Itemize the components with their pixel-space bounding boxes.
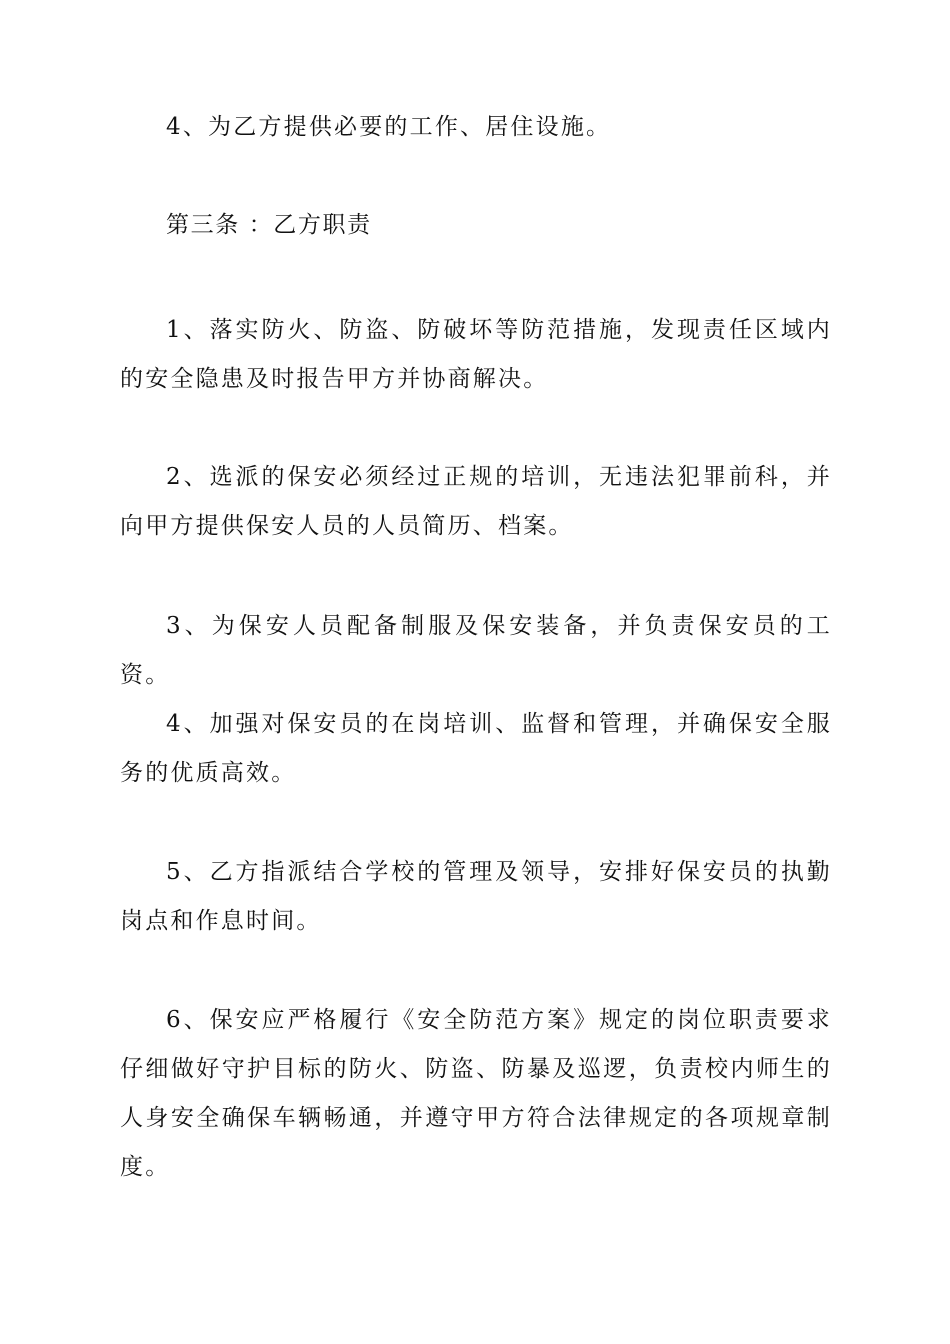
paragraph-duty-4: 4、加强对保安员的在岗培训、监督和管理，并确保安全服务的优质高效。 <box>120 711 832 786</box>
section-heading-article-3: 第三条 ：乙方职责 <box>166 212 372 238</box>
paragraph-duty-5: 5、乙方指派结合学校的管理及领导，安排好保安员的执勤岗点和作息时间。 <box>120 859 832 934</box>
paragraph-duty-3: 3、为保安人员配备制服及保安装备，并负责保安员的工资。 <box>120 613 832 688</box>
paragraph-duty-6: 6、保安应严格履行《安全防范方案》规定的岗位职责要求仔细做好守护目标的防火、防盗、防暴及巡逻，负责校内师生的人身安全确保车辆畅通，并遵守甲方符合法律规定的各项规章制度。 <box>120 1007 832 1180</box>
paragraph-duty-1: 1、落实防火、防盗、防破坏等防范措施，发现责任区域内的安全隐患及时报告甲方并协商解决。 <box>120 317 832 392</box>
paragraph-duty-2: 2、选派的保安必须经过正规的培训，无违法犯罪前科，并向甲方提供保安人员的人员简历、档案。 <box>120 464 832 539</box>
paragraph-item-4-facilities: 4、为乙方提供必要的工作、居住设施。 <box>166 114 612 140</box>
